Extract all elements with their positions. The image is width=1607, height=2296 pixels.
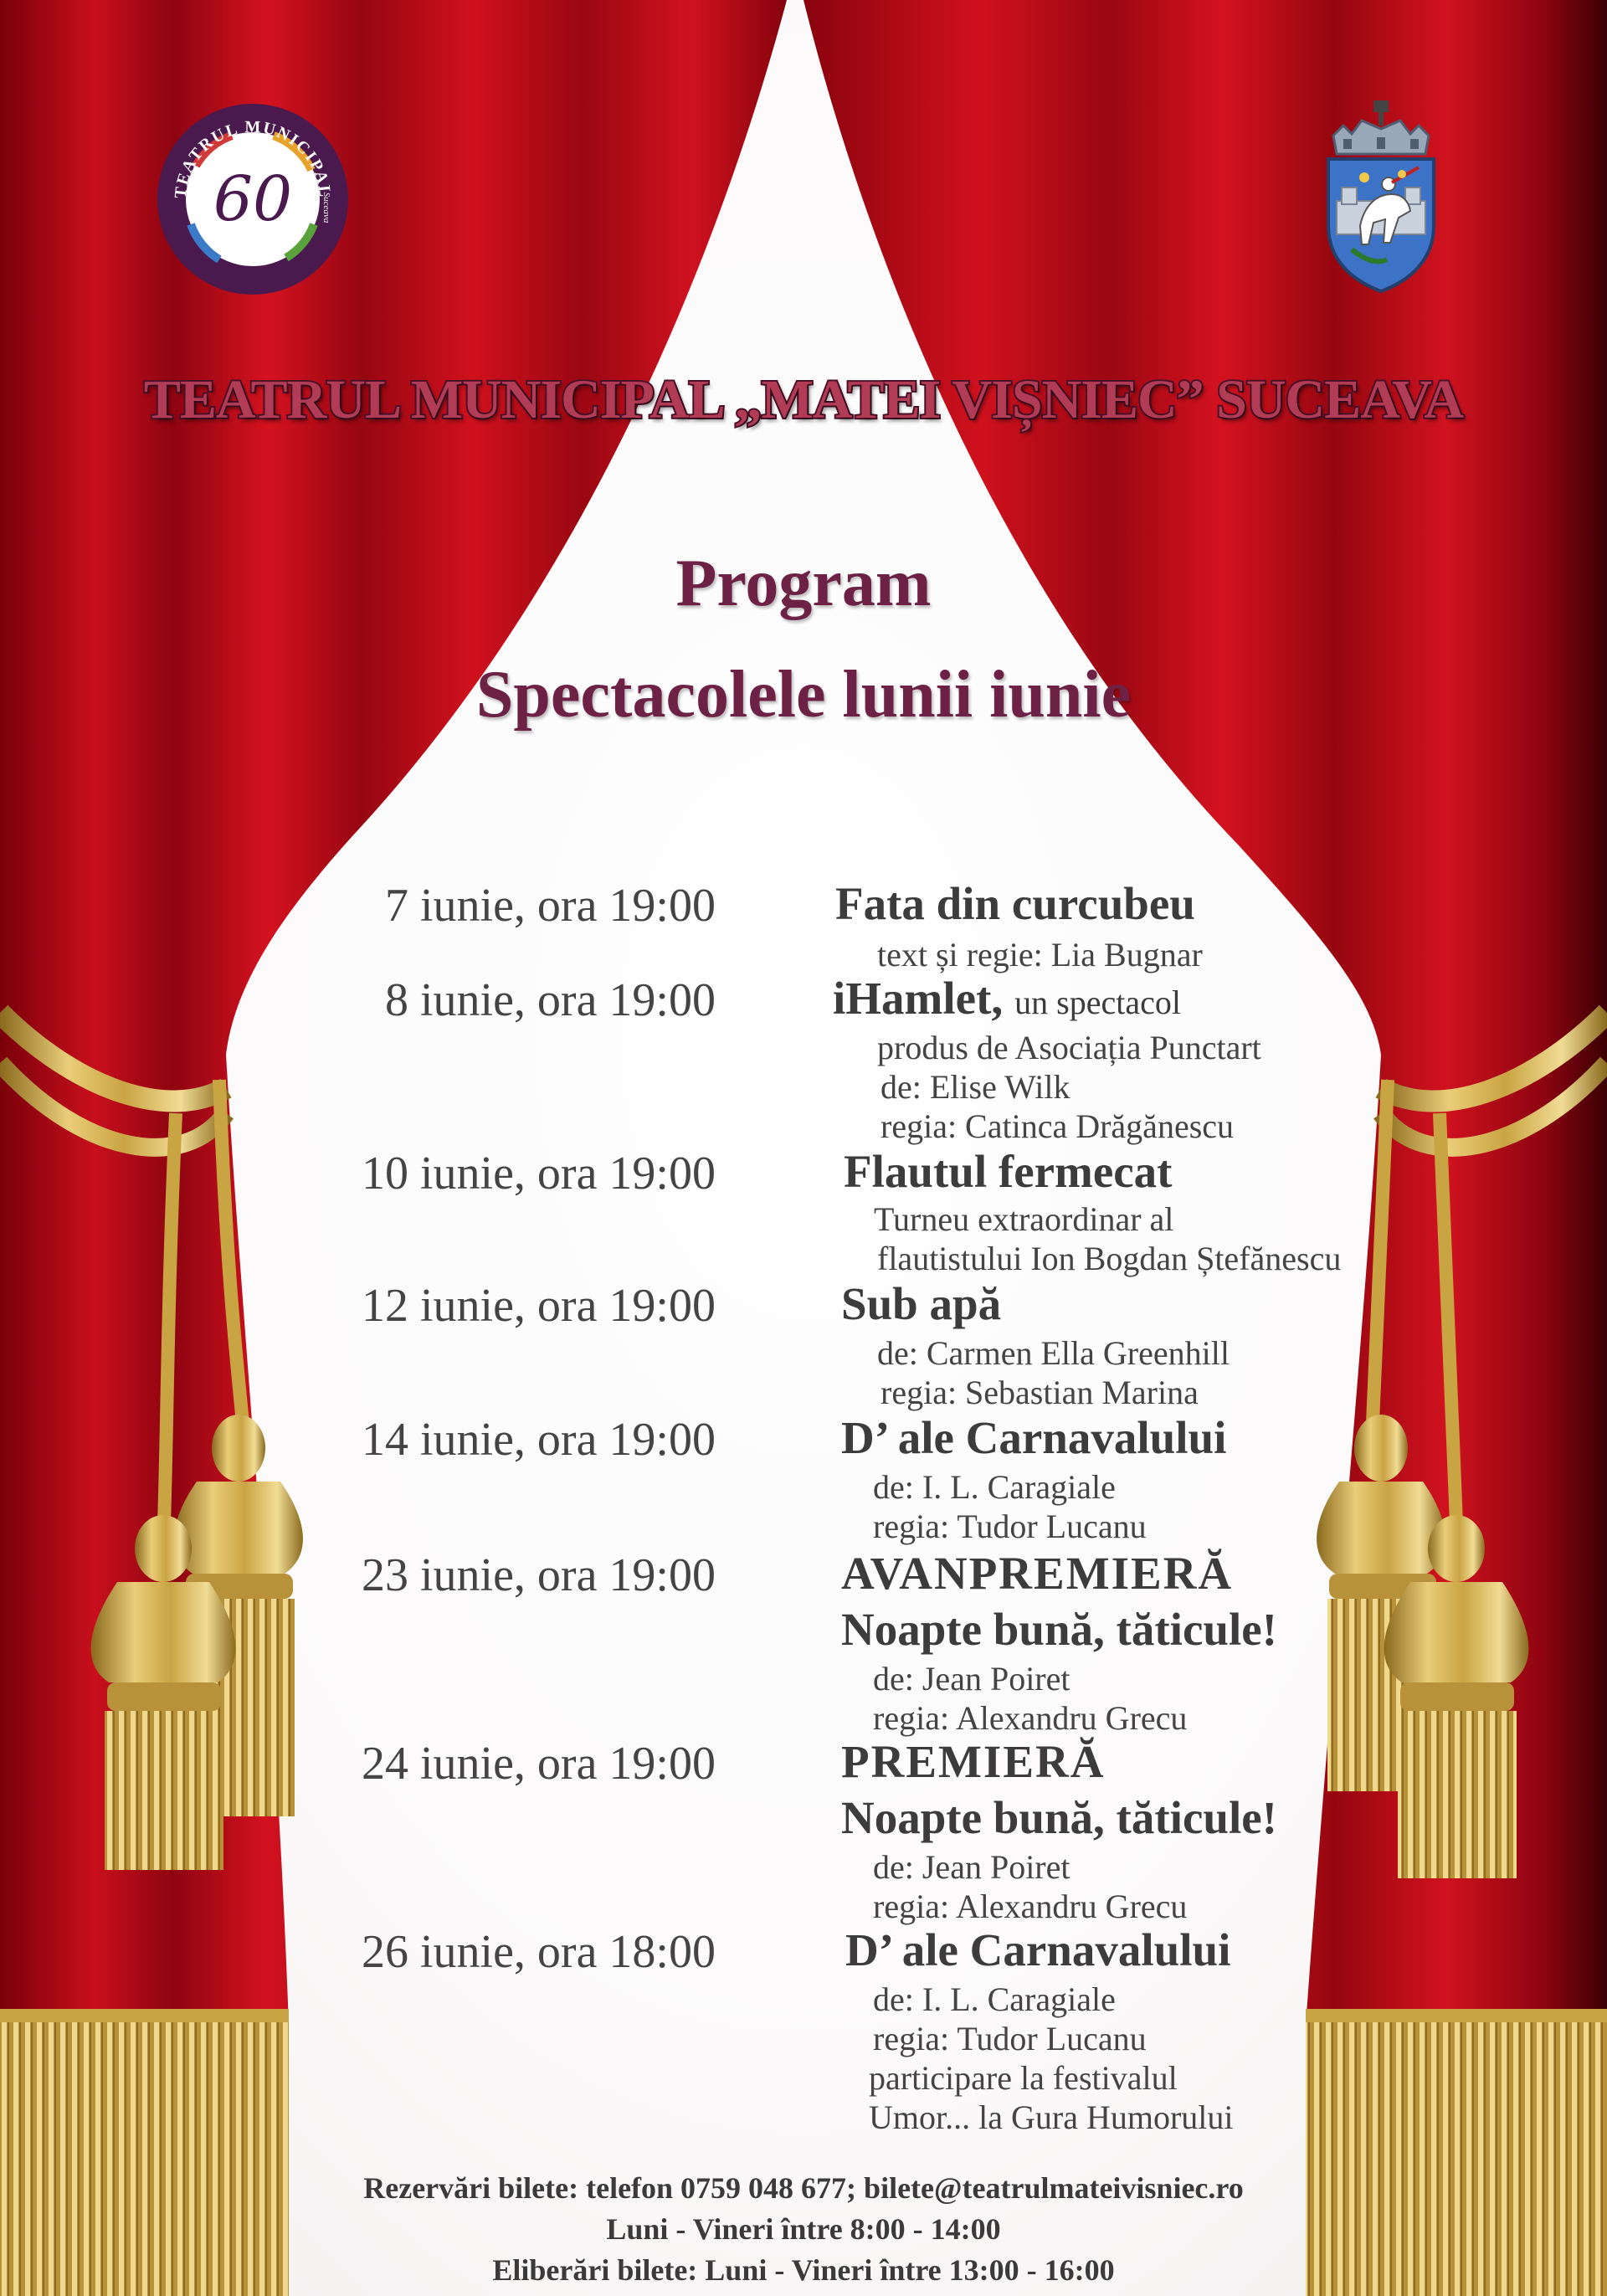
event-detail: de: I. L. Caragiale [873,1468,1116,1506]
event-title: AVANPREMIERĂ [841,1548,1234,1599]
event-title: Fata din curcubeu [835,878,1195,929]
event-date: 26 iunie, ora 18:00 [361,1926,716,1978]
event-detail: de: Elise Wilk [881,1068,1070,1106]
program-title: Program [675,547,932,620]
event-date: 12 iunie, ora 19:00 [361,1280,716,1332]
event-detail: regia: Tudor Lucanu [873,1508,1147,1545]
event-title: D’ ale Carnavalului [841,1412,1227,1463]
event-title-text: iHamlet, [833,973,1004,1024]
event-subtitle: Noapte bună, tăticule! [841,1792,1277,1843]
event-detail: regia: Tudor Lucanu [873,2020,1147,2057]
logo-ring-side-text: Suceava [321,192,331,223]
anniversary-60-logo [152,99,353,300]
logo-number: 60 [213,163,293,235]
program-subtitle: Spectacolele lunii iunie [475,658,1132,732]
event-detail: regia: Catinca Drăgănescu [881,1107,1235,1145]
event-detail: regia: Alexandru Grecu [873,1888,1188,1925]
event-date: 8 iunie, ora 19:00 [384,974,716,1026]
event-title: PREMIERĂ [841,1736,1106,1787]
event-detail: de: Carmen Ella Greenhill [877,1334,1230,1372]
event-detail: Turneu extraordinar al [874,1200,1174,1238]
event-detail: Umor... la Gura Humorului [869,2098,1234,2136]
reservations-info: Rezervări bilete: telefon 0759 048 677; bilete@teatrulmateivisniec.ro [363,2171,1244,2205]
city-coat-of-arms-icon [1318,100,1444,293]
event-detail: produs de Asociația Punctart [877,1029,1261,1066]
event-date: 14 iunie, ora 19:00 [361,1414,716,1466]
event-detail: de: Jean Poiret [873,1848,1070,1886]
event-date: 23 iunie, ora 19:00 [361,1549,716,1601]
event-title-note: un spectacol [1014,984,1181,1021]
event-title [833,972,1181,1025]
logo-ring-top-text: TEATRUL MUNICIPAL [171,117,335,199]
ticket-release-info: Eliberări bilete: Luni - Vineri între 13:00 - 16:00 [492,2253,1115,2287]
logo-ring-bottom-text: Matei Vișniec [213,234,293,262]
theatre-name-heading: TEATRUL MUNICIPAL „MATEI VIȘNIEC” SUCEAVA [143,369,1464,430]
event-detail: text și regie: Lia Bugnar [877,936,1203,973]
event-date: 24 iunie, ora 19:00 [361,1738,716,1790]
event-date: 7 iunie, ora 19:00 [384,880,716,932]
event-detail: regia: Alexandru Grecu [873,1699,1188,1737]
event-detail: regia: Sebastian Marina [881,1374,1199,1411]
event-subtitle: Noapte bună, tăticule! [841,1604,1277,1655]
reservation-hours: Luni - Vineri între 8:00 - 14:00 [606,2212,1001,2246]
event-title: Sub apă [841,1278,1002,1329]
event-detail: de: I. L. Caragiale [873,1980,1116,2018]
event-detail: de: Jean Poiret [873,1660,1070,1698]
event-title: Flautul fermecat [844,1146,1173,1197]
event-date: 10 iunie, ora 19:00 [361,1148,716,1199]
event-title: D’ ale Carnavalului [845,1924,1231,1975]
event-detail: participare la festivalul [869,2059,1178,2097]
event-detail: flautistului Ion Bogdan Ștefănescu [877,1240,1342,1277]
